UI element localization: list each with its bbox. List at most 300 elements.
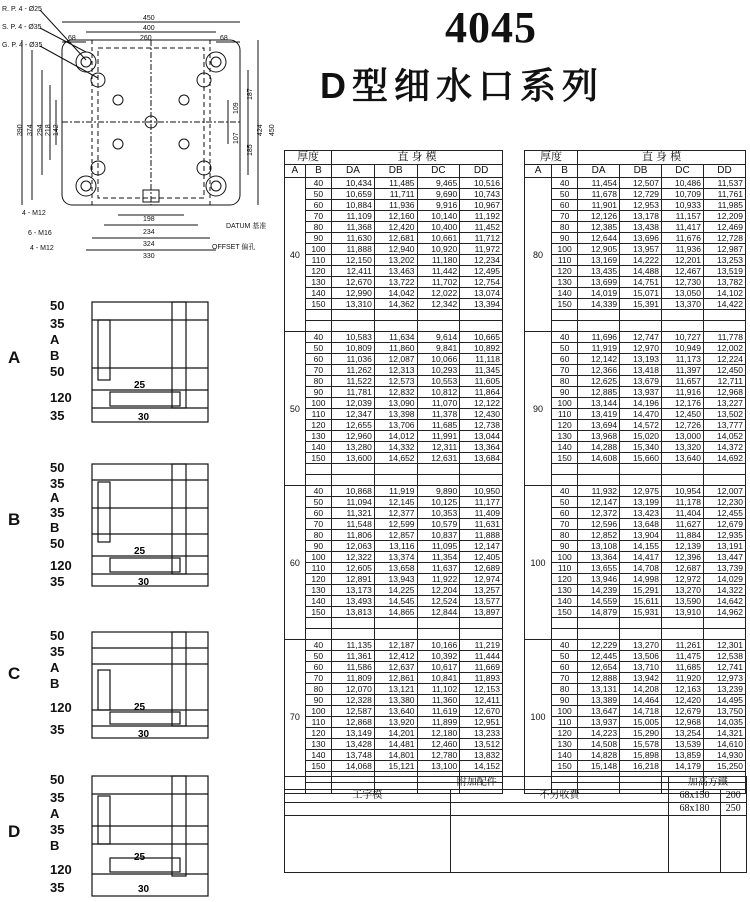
price-cell: 15,290 (620, 728, 662, 739)
price-cell: 13,173 (332, 585, 375, 596)
dim-left-142: 142 (53, 124, 60, 136)
price-cell: 10,066 (417, 354, 460, 365)
price-cell: 13,957 (620, 244, 662, 255)
empty-cell (703, 321, 745, 332)
thickness-b-cell: 50 (552, 497, 578, 508)
price-cell: 12,070 (332, 684, 375, 695)
thickness-b-cell: 70 (305, 365, 331, 376)
table-row (285, 497, 503, 508)
price-cell: 13,590 (662, 596, 704, 607)
price-cell: 13,943 (374, 574, 417, 585)
empty-cell (285, 816, 451, 873)
thickness-b-cell: 150 (552, 299, 578, 310)
price-cell: 15,250 (703, 761, 745, 772)
table-row (525, 684, 746, 695)
thickness-b-cell: 120 (552, 728, 578, 739)
price-cell: 14,692 (703, 453, 745, 464)
empty-cell (703, 310, 745, 321)
dim-label: A (50, 332, 60, 347)
price-cell: 11,678 (578, 189, 620, 200)
empty-cell (305, 464, 331, 475)
thickness-b-cell: 90 (552, 233, 578, 244)
price-cell: 15,291 (620, 585, 662, 596)
col-dd-header: DD (703, 165, 745, 178)
dim-top-260: 260 (140, 35, 152, 42)
price-cell: 11,864 (460, 387, 503, 398)
mold-stack-b (0, 460, 215, 590)
price-cell: 13,370 (662, 299, 704, 310)
price-cell: 13,310 (332, 299, 375, 310)
price-cell: 10,949 (662, 343, 704, 354)
price-cell: 13,131 (578, 684, 620, 695)
price-cell: 14,201 (374, 728, 417, 739)
thickness-a-cell: 60 (285, 486, 306, 640)
accessory-item: 工字模 (285, 790, 451, 803)
price-cell: 14,652 (374, 453, 417, 464)
thickness-b-cell: 120 (305, 574, 331, 585)
price-cell: 11,454 (578, 178, 620, 189)
empty-cell (703, 475, 745, 486)
price-cell: 15,020 (620, 431, 662, 442)
price-cell: 15,340 (620, 442, 662, 453)
empty-cell (620, 464, 662, 475)
price-cell: 11,361 (332, 651, 375, 662)
price-cell: 11,619 (417, 706, 460, 717)
price-cell: 12,176 (662, 398, 704, 409)
mold-stack-c (0, 628, 215, 758)
thickness-b-cell: 50 (305, 189, 331, 200)
price-cell: 12,230 (703, 497, 745, 508)
thickness-b-cell: 50 (552, 189, 578, 200)
dim-left-374: 374 (27, 124, 34, 136)
thickness-b-cell: 80 (552, 376, 578, 387)
price-cell: 10,125 (417, 497, 460, 508)
inner-dim-25: 25 (134, 852, 146, 863)
thickness-b-cell: 130 (305, 739, 331, 750)
thickness-b-cell: 40 (305, 178, 331, 189)
table-row-blank (285, 464, 503, 475)
price-cell: 12,039 (332, 398, 375, 409)
empty-cell (552, 321, 578, 332)
price-cell: 14,068 (332, 761, 375, 772)
dim-label: 120 (50, 558, 72, 573)
table-row-blank (285, 321, 503, 332)
table-row (525, 211, 746, 222)
price-cell: 14,572 (620, 420, 662, 431)
price-cell: 12,396 (662, 552, 704, 563)
thickness-b-cell: 60 (305, 354, 331, 365)
dim-right-109: 109 (233, 102, 240, 114)
table-row (285, 420, 503, 431)
price-cell: 10,727 (662, 332, 704, 343)
price-cell: 13,904 (620, 530, 662, 541)
thickness-a-cell: 100 (525, 486, 552, 640)
empty-cell (374, 475, 417, 486)
thickness-b-cell: 150 (305, 453, 331, 464)
price-cell: 15,391 (620, 299, 662, 310)
thickness-b-cell: 100 (552, 244, 578, 255)
mold-stack-d (0, 772, 215, 902)
price-cell: 13,398 (374, 409, 417, 420)
empty-cell (620, 618, 662, 629)
col-da-header: DA (578, 165, 620, 178)
price-cell: 10,841 (417, 673, 460, 684)
price-cell: 12,670 (460, 706, 503, 717)
price-cell: 12,730 (662, 277, 704, 288)
empty-cell (374, 321, 417, 332)
table-row (285, 662, 503, 673)
price-cell: 14,495 (703, 695, 745, 706)
empty-cell (460, 321, 503, 332)
price-cell: 12,711 (703, 376, 745, 387)
price-cell: 15,898 (620, 750, 662, 761)
price-cell: 11,685 (417, 420, 460, 431)
table-row (285, 376, 503, 387)
table-row (525, 519, 746, 530)
price-cell: 10,400 (417, 222, 460, 233)
dim-label: 120 (50, 390, 72, 405)
table-row (525, 244, 746, 255)
thickness-b-cell: 100 (552, 398, 578, 409)
price-cell: 13,090 (374, 398, 417, 409)
table-row (525, 398, 746, 409)
price-cell: 12,573 (374, 376, 417, 387)
dim-label: B (50, 348, 60, 363)
thickness-b-cell: 40 (552, 640, 578, 651)
price-cell: 9,841 (417, 343, 460, 354)
price-cell: 12,022 (417, 288, 460, 299)
dim-label: 50 (50, 536, 65, 551)
thickness-b-cell: 70 (552, 365, 578, 376)
dim-left-294: 294 (37, 124, 44, 136)
thickness-b-cell: 50 (305, 343, 331, 354)
thickness-b-cell: 120 (305, 728, 331, 739)
price-cell: 9,890 (417, 486, 460, 497)
price-cell: 10,353 (417, 508, 460, 519)
thickness-b-cell: 140 (552, 750, 578, 761)
table-row (525, 266, 746, 277)
price-cell: 13,100 (417, 761, 460, 772)
price-cell: 13,777 (703, 420, 745, 431)
thickness-b-cell: 150 (552, 761, 578, 772)
dim-label: 50 (50, 298, 65, 313)
dim-label: 35 (50, 644, 65, 659)
price-cell: 10,837 (417, 530, 460, 541)
price-cell: 13,280 (332, 442, 375, 453)
price-cell: 11,444 (460, 651, 503, 662)
price-cell: 14,642 (703, 596, 745, 607)
price-cell: 10,516 (460, 178, 503, 189)
table-row (525, 574, 746, 585)
price-cell: 13,519 (703, 266, 745, 277)
price-table-right (524, 150, 746, 794)
empty-cell (620, 310, 662, 321)
dim-label: B (50, 676, 60, 691)
table-row (525, 200, 746, 211)
table-row (285, 189, 503, 200)
price-cell: 14,610 (703, 739, 745, 750)
thickness-b-cell: 140 (552, 596, 578, 607)
block-price: 200 (720, 790, 746, 803)
table-row (285, 607, 503, 618)
empty-cell (703, 618, 745, 629)
dim-top-400: 400 (143, 25, 155, 32)
price-cell: 10,709 (662, 189, 704, 200)
price-cell: 13,782 (703, 277, 745, 288)
price-cell: 11,899 (417, 717, 460, 728)
price-cell: 12,857 (374, 530, 417, 541)
table-row (525, 717, 746, 728)
price-cell: 13,722 (374, 277, 417, 288)
price-cell: 13,253 (703, 255, 745, 266)
price-cell: 13,364 (578, 552, 620, 563)
price-cell: 13,684 (460, 453, 503, 464)
empty-cell (662, 618, 704, 629)
price-cell: 9,690 (417, 189, 460, 200)
price-cell: 13,435 (578, 266, 620, 277)
price-cell: 14,481 (374, 739, 417, 750)
empty-cell (552, 618, 578, 629)
price-cell: 11,177 (460, 497, 503, 508)
dim-label: 50 (50, 460, 65, 475)
price-cell: 13,748 (332, 750, 375, 761)
thickness-b-cell: 120 (552, 420, 578, 431)
price-cell: 12,311 (417, 442, 460, 453)
empty-cell (552, 629, 578, 640)
thickness-b-cell: 80 (552, 530, 578, 541)
offset-label: OFFSET 偏孔 (212, 244, 256, 251)
price-cell: 10,293 (417, 365, 460, 376)
price-cell: 11,219 (460, 640, 503, 651)
table-row (525, 552, 746, 563)
price-cell: 14,029 (703, 574, 745, 585)
empty-cell (332, 321, 375, 332)
empty-cell (332, 629, 375, 640)
price-cell: 13,116 (374, 541, 417, 552)
price-cell: 12,679 (662, 706, 704, 717)
table-row-blank (285, 310, 503, 321)
price-cell: 13,202 (374, 255, 417, 266)
price-cell: 12,832 (374, 387, 417, 398)
price-cell: 13,648 (620, 519, 662, 530)
price-cell: 12,888 (578, 673, 620, 684)
table-row (525, 332, 746, 343)
table-row (285, 673, 503, 684)
price-cell: 11,685 (662, 662, 704, 673)
price-cell: 14,339 (578, 299, 620, 310)
price-cell: 14,865 (374, 607, 417, 618)
thickness-b-cell: 120 (305, 266, 331, 277)
dim-label: A (50, 660, 60, 675)
table-row (285, 200, 503, 211)
dim-bottom-234: 234 (143, 229, 155, 236)
table-row (285, 519, 503, 530)
price-cell: 11,657 (662, 376, 704, 387)
price-cell: 11,094 (332, 497, 375, 508)
price-cell: 14,223 (578, 728, 620, 739)
price-cell: 12,145 (374, 497, 417, 508)
thickness-b-cell: 150 (305, 299, 331, 310)
price-cell: 14,322 (703, 585, 745, 596)
price-cell: 11,884 (662, 530, 704, 541)
price-cell: 13,699 (578, 277, 620, 288)
price-cell: 14,708 (620, 563, 662, 574)
accessory-item-empty (285, 803, 451, 816)
table-row (525, 530, 746, 541)
price-cell: 13,640 (662, 453, 704, 464)
table-row (525, 409, 746, 420)
price-cell: 14,718 (620, 706, 662, 717)
price-cell: 14,464 (620, 695, 662, 706)
empty-cell (374, 464, 417, 475)
price-cell: 10,950 (460, 486, 503, 497)
table-row (285, 541, 503, 552)
price-cell: 11,627 (662, 519, 704, 530)
price-cell: 14,422 (703, 299, 745, 310)
dim-top-68-left: 68 (68, 35, 76, 42)
price-cell: 13,942 (620, 673, 662, 684)
price-cell: 13,655 (578, 563, 620, 574)
price-cell: 14,179 (662, 761, 704, 772)
price-cell: 11,409 (460, 508, 503, 519)
thickness-b-cell: 130 (305, 431, 331, 442)
price-cell: 10,967 (460, 200, 503, 211)
table-row (525, 497, 746, 508)
thickness-b-cell: 140 (552, 442, 578, 453)
price-cell: 11,192 (460, 211, 503, 222)
price-cell: 13,694 (578, 420, 620, 431)
stack-letter: B (8, 510, 21, 529)
price-cell: 13,108 (578, 541, 620, 552)
price-cell: 13,428 (332, 739, 375, 750)
thickness-b-cell: 70 (552, 519, 578, 530)
price-cell: 12,970 (620, 343, 662, 354)
price-cell: 12,868 (332, 717, 375, 728)
table-row-blank (525, 629, 746, 640)
price-cell: 11,485 (374, 178, 417, 189)
thickness-a-cell: 40 (285, 178, 306, 332)
price-cell: 12,160 (374, 211, 417, 222)
price-cell: 12,780 (417, 750, 460, 761)
thickness-b-cell: 150 (305, 761, 331, 772)
thickness-b-cell: 110 (305, 255, 331, 266)
empty-cell (662, 475, 704, 486)
empty-cell (305, 629, 331, 640)
empty-cell (332, 310, 375, 321)
price-cell: 14,608 (578, 453, 620, 464)
price-cell: 11,860 (374, 343, 417, 354)
dim-label: 35 (50, 408, 65, 423)
price-cell: 11,972 (460, 244, 503, 255)
stack-drawing (90, 774, 210, 898)
thickness-b-cell: 110 (305, 409, 331, 420)
empty-cell (578, 321, 620, 332)
price-cell: 13,897 (460, 607, 503, 618)
dim-bottom-330: 330 (143, 253, 155, 260)
price-cell: 14,225 (374, 585, 417, 596)
price-cell: 12,420 (662, 695, 704, 706)
price-cell: 12,687 (662, 563, 704, 574)
price-cell: 13,191 (703, 541, 745, 552)
thickness-b-cell: 100 (305, 398, 331, 409)
dim-label: 50 (50, 772, 65, 787)
price-cell: 12,328 (332, 695, 375, 706)
price-cell: 11,368 (332, 222, 375, 233)
price-cell: 11,095 (417, 541, 460, 552)
price-cell: 11,888 (332, 244, 375, 255)
empty-cell (305, 310, 331, 321)
table-row-blank (525, 464, 746, 475)
price-cell: 10,661 (417, 233, 460, 244)
price-cell: 13,389 (578, 695, 620, 706)
empty-cell (417, 629, 460, 640)
table-row (285, 552, 503, 563)
dim-top-450: 450 (143, 15, 155, 22)
price-cell: 12,972 (662, 574, 704, 585)
price-cell: 12,229 (578, 640, 620, 651)
price-cell: 11,919 (578, 343, 620, 354)
price-cell: 12,747 (620, 332, 662, 343)
price-cell: 11,637 (417, 563, 460, 574)
inner-dim-25: 25 (134, 702, 146, 713)
price-cell: 12,968 (662, 717, 704, 728)
price-cell: 11,631 (460, 519, 503, 530)
empty-cell (578, 464, 620, 475)
table-row (525, 486, 746, 497)
price-cell: 13,658 (374, 563, 417, 574)
price-cell: 11,070 (417, 398, 460, 409)
price-cell: 11,102 (417, 684, 460, 695)
thickness-b-cell: 130 (305, 585, 331, 596)
table-row (525, 277, 746, 288)
price-cell: 11,669 (460, 662, 503, 673)
thickness-a-cell: 50 (285, 332, 306, 486)
price-table-left (284, 150, 503, 794)
table-row (285, 354, 503, 365)
thickness-b-cell: 60 (552, 354, 578, 365)
price-cell: 14,828 (578, 750, 620, 761)
price-cell: 14,321 (703, 728, 745, 739)
price-cell: 11,920 (662, 673, 704, 684)
price-cell: 11,630 (332, 233, 375, 244)
price-cell: 11,605 (460, 376, 503, 387)
stack-drawing (90, 300, 210, 426)
thickness-b-cell: 140 (552, 288, 578, 299)
price-cell: 11,711 (374, 189, 417, 200)
thickness-b-cell: 40 (305, 640, 331, 651)
price-cell: 12,729 (620, 189, 662, 200)
price-cell: 12,905 (578, 244, 620, 255)
dim-right-424: 424 (257, 124, 264, 136)
dim-label: 35 (50, 822, 65, 837)
price-cell: 12,180 (417, 728, 460, 739)
thickness-a-cell: 80 (525, 178, 552, 332)
table-row (525, 596, 746, 607)
straight-mold-header: 直 身 模 (578, 151, 746, 165)
price-cell: 12,234 (460, 255, 503, 266)
price-cell: 10,166 (417, 640, 460, 651)
inner-dim-30: 30 (138, 884, 150, 895)
table-row (285, 288, 503, 299)
table-row (285, 387, 503, 398)
price-cell: 12,385 (578, 222, 620, 233)
price-cell: 13,859 (662, 750, 704, 761)
price-cell: 12,960 (332, 431, 375, 442)
price-cell: 13,679 (620, 376, 662, 387)
price-cell: 13,640 (374, 706, 417, 717)
dim-label: 35 (50, 880, 65, 895)
table-row (525, 299, 746, 310)
